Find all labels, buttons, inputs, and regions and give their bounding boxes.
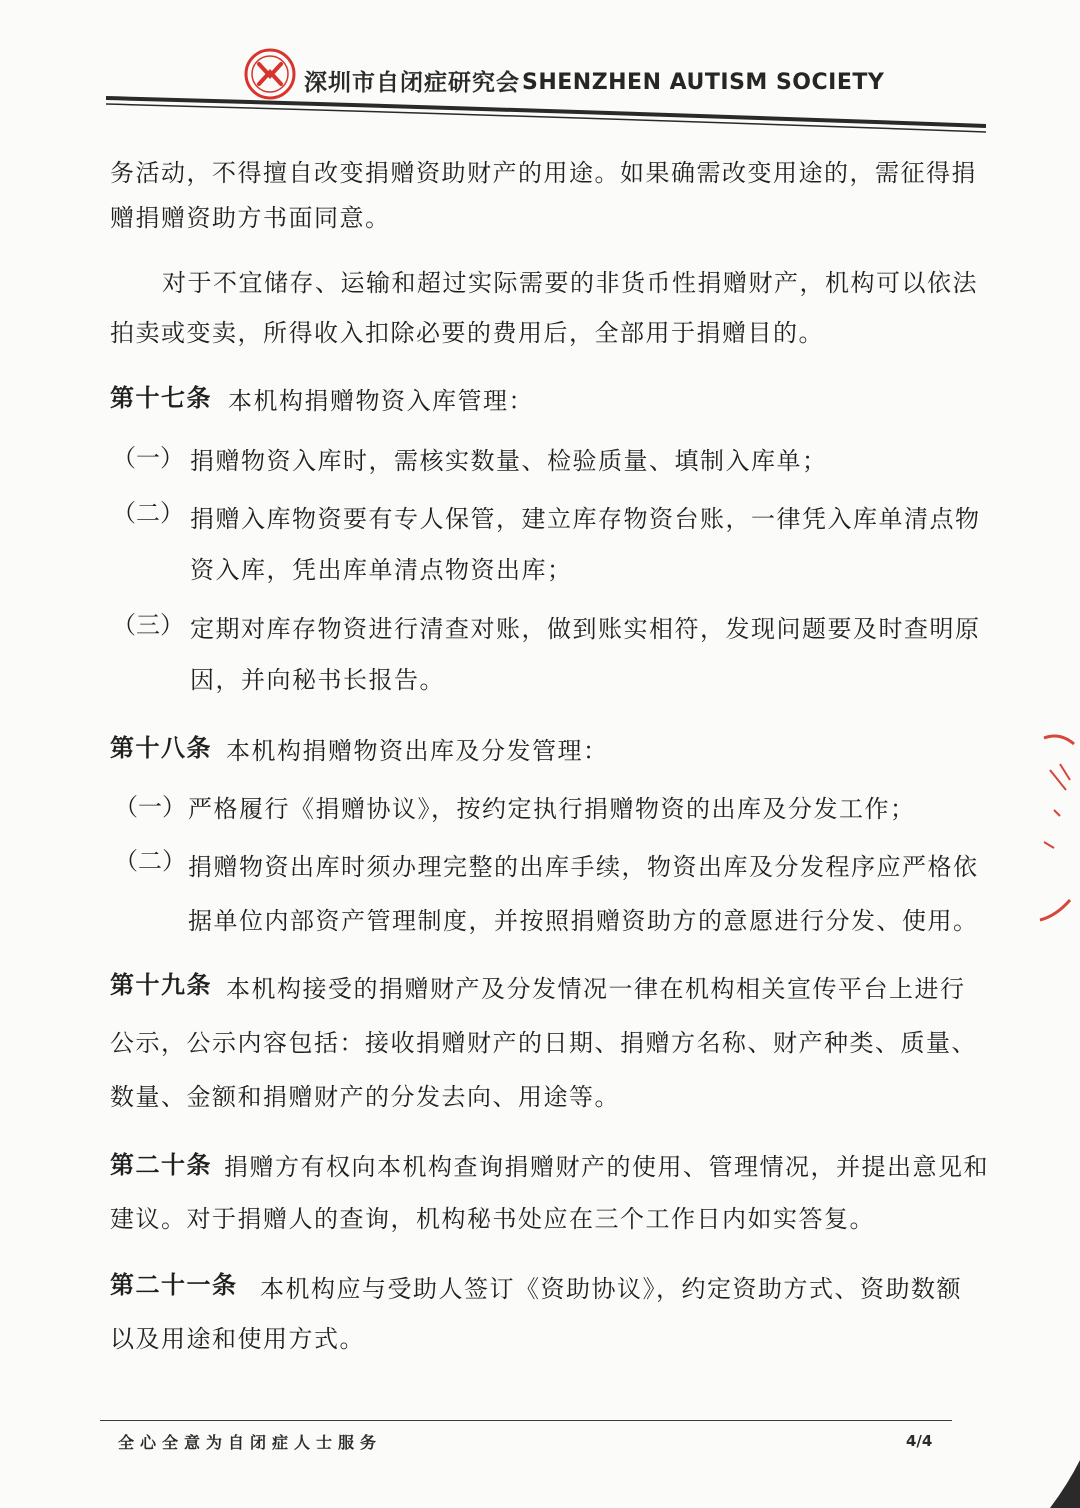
autism-society-logo-icon [244, 48, 296, 100]
article-20-heading: 第二十条 [110, 1150, 212, 1179]
article-18-item-2-line-1: 捐赠物资出库时须办理完整的出库手续，物资出库及分发程序应严格依 [188, 853, 979, 881]
article-18-item-1-marker: （一） [114, 793, 186, 821]
article-18-item-2-marker: （二） [114, 847, 186, 875]
org-name-chinese: 深圳市自闭症研究会 [304, 69, 520, 96]
page-number: 4/4 [906, 1432, 933, 1450]
article-17-item-2-line-2: 资入库，凭出库单清点物资出库； [190, 556, 573, 584]
article-17-item-3-line-2: 因，并向秘书长报告。 [190, 666, 445, 694]
article-18-text: 本机构捐赠物资出库及分发管理： [226, 737, 609, 765]
paragraph-2-line-1: 对于不宜储存、运输和超过实际需要的非货币性捐赠财产，机构可以依法 [162, 269, 978, 297]
article-21-heading: 第二十一条 [110, 1270, 238, 1299]
article-21-line-1: 本机构应与受助人签订《资助协议》，约定资助方式、资助数额 [260, 1275, 962, 1303]
article-19-line-1: 本机构接受的捐赠财产及分发情况一律在机构相关宣传平台上进行 [226, 975, 966, 1003]
article-20-line-1: 捐赠方有权向本机构查询捐赠财产的使用、管理情况，并提出意见和 [224, 1153, 989, 1181]
article-19-line-3: 数量、金额和捐赠财产的分发去向、用途等。 [110, 1083, 620, 1111]
letterhead [0, 0, 1080, 140]
article-18-item-2-line-2: 据单位内部资产管理制度，并按照捐赠资助方的意愿进行分发、使用。 [188, 907, 979, 935]
article-17-item-2-line-1: 捐赠入库物资要有专人保管，建立库存物资台账，一律凭入库单清点物 [190, 505, 981, 533]
article-17-item-3-line-1: 定期对库存物资进行清查对账，做到账实相符，发现问题要及时查明原 [190, 615, 981, 643]
article-17-text: 本机构捐赠物资入库管理： [228, 387, 534, 415]
paragraph-1-line-2: 赠捐赠资助方书面同意。 [110, 204, 391, 232]
page-corner-shadow [1040, 1460, 1080, 1508]
footer-slogan: 全心全意为自闭症人士服务 [118, 1433, 383, 1452]
seal-edge-mark [1030, 720, 1080, 940]
footer-divider [100, 1420, 952, 1421]
article-20-line-2: 建议。对于捐赠人的查询，机构秘书处应在三个工作日内如实答复。 [110, 1205, 875, 1233]
article-19-line-2: 公示，公示内容包括：接收捐赠财产的日期、捐赠方名称、财产种类、质量、 [110, 1029, 977, 1057]
paragraph-1-line-1: 务活动，不得擅自改变捐赠资助财产的用途。如果确需改变用途的，需征得捐 [110, 159, 977, 187]
article-21-line-2: 以及用途和使用方式。 [110, 1325, 365, 1353]
article-17-item-1: 捐赠物资入库时，需核实数量、检验质量、填制入库单； [190, 447, 828, 475]
paragraph-2-line-2: 拍卖或变卖，所得收入扣除必要的费用后，全部用于捐赠目的。 [110, 319, 824, 347]
article-18-heading: 第十八条 [110, 733, 212, 762]
article-17-item-1-marker: （一） [112, 444, 184, 472]
article-17-item-3-marker: （三） [112, 611, 184, 639]
org-name-english: SHENZHEN AUTISM SOCIETY [522, 70, 885, 95]
header-divider [106, 96, 986, 136]
article-18-item-1: 严格履行《捐赠协议》，按约定执行捐赠物资的出库及分发工作； [188, 795, 916, 823]
article-17-item-2-marker: （二） [112, 499, 184, 527]
article-19-heading: 第十九条 [110, 970, 212, 999]
article-17-heading: 第十七条 [110, 383, 212, 412]
